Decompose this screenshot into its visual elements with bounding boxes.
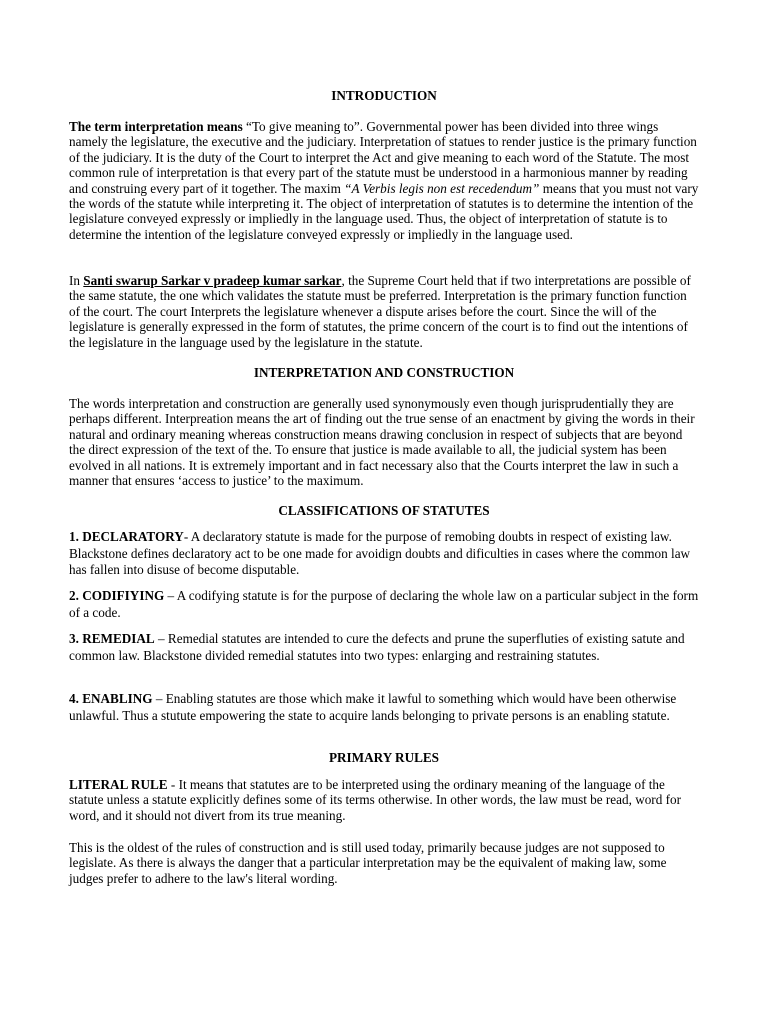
- interpretation-construction-paragraph: The words interpretation and construction are generally used synonymously even though jurisprudentially they are perhaps different. Interpreation means the art of finding out the true sense of an enactment by giving the words in their natural and ordinary meaning whereas construction means drawing conclusion in respect of subjects that are beyond the direct expression of the text of the. To ensure that justice is made available to all, the judicial system has been evolved in all nations. It is extremely important and in fact necessary also that the Courts interpret the law in such a manner that ensures ‘access to justice’ to the maximum.: [69, 396, 695, 489]
- classification-item: 2. CODIFIYING – A codifying statute is for the purpose of declaring the whole law on a particular subject in the form of a code.: [69, 588, 699, 620]
- classification-term: 4. ENABLING: [69, 691, 153, 706]
- classification-item: 1. DECLARATORY- A declaratory statute is made for the purpose of remobing doubts in respect of existing law. Blackstone defines declaratory act to be one made for avoidign doubts and dificulties in cases where the common law has fallen into disuse of become disputable.: [69, 529, 691, 578]
- introduction-paragraph-2: In Santi swarup Sarkar v pradeep kumar sarkar, the Supreme Court held that if two interpretations are possible of the same statute, the one which validates the statute must be preferred. Interpretation is the primary function function of the court. The court Interprets the legislature whenever a dispute arises before the court. Since the will of the legislature is generally expressed in the form of statutes, the prime concern of the court is to find out the intentions of the legislature in the language used by the legislature in the statute.: [69, 273, 691, 350]
- interpretation-construction-heading: INTERPRETATION AND CONSTRUCTION: [253, 365, 515, 380]
- latin-maxim: “A Verbis legis non est recedendum”: [344, 180, 540, 196]
- primary-rules-heading: PRIMARY RULES: [328, 750, 440, 765]
- introduction-paragraph-1: The term interpretation means “To give meaning to”. Governmental power has been divided into three wings namely the legislature, the executive and the judiciary. Interpretation of statues to render justice is the primary function of the judiciary. It is the duty of the Court to interpret the Act and give meaning to each word of the Statute. The most common rule of interpretation is that every part of the statute must be understood in a harmonious manner by reading and construing every part of it together. The maxim “A Verbis legis non est recedendum” means that you must not vary the words of the statute while interpreting it. The object of interpretation of statutes is to determine the intention of the legislature conveyed expressly or impliedly in the language used. Thus, the object of interpretation of statute is to determine the intention of the legislature conveyed expressly or impliedly in the language used.: [69, 119, 699, 242]
- literal-rule-paragraph: LITERAL RULE - It means that statutes are to be interpreted using the ordinary meaning of the language of the statute unless a statute explicitly defines some of its terms otherwise. In other words, the law must be read, word for word, and it should not divert from its true meaning.: [69, 777, 681, 823]
- literal-rule-paragraph-2: This is the oldest of the rules of construction and is still used today, primarily because judges are not supposed to legislate. As there is always the danger that a particular interpretation may be the equivalent of making law, some judges prefer to adhere to the law's literal wording.: [69, 840, 667, 886]
- classification-term: 3. REMEDIAL: [69, 631, 155, 646]
- classification-item: 4. ENABLING – Enabling statutes are those which make it lawful to something which would have been otherwise unlawful. Thus a stutute empowering the state to acquire lands belonging to private persons is an enabling statute.: [69, 691, 677, 723]
- classification-item: 3. REMEDIAL – Remedial statutes are intended to cure the defects and prune the superfluties of existing satute and common law. Blackstone divided remedial statutes into two types: enlarging and restraining statutes.: [69, 631, 685, 663]
- literal-rule-term: LITERAL RULE: [69, 777, 168, 792]
- term-lead: The term interpretation means: [69, 119, 243, 134]
- classifications-heading: CLASSIFICATIONS OF STATUTES: [278, 503, 490, 518]
- case-citation: Santi swarup Sarkar v pradeep kumar sarkar: [83, 273, 342, 288]
- introduction-heading: INTRODUCTION: [331, 88, 437, 103]
- classification-term: 1. DECLARATORY: [69, 529, 184, 544]
- classification-term: 2. CODIFIYING: [69, 588, 165, 603]
